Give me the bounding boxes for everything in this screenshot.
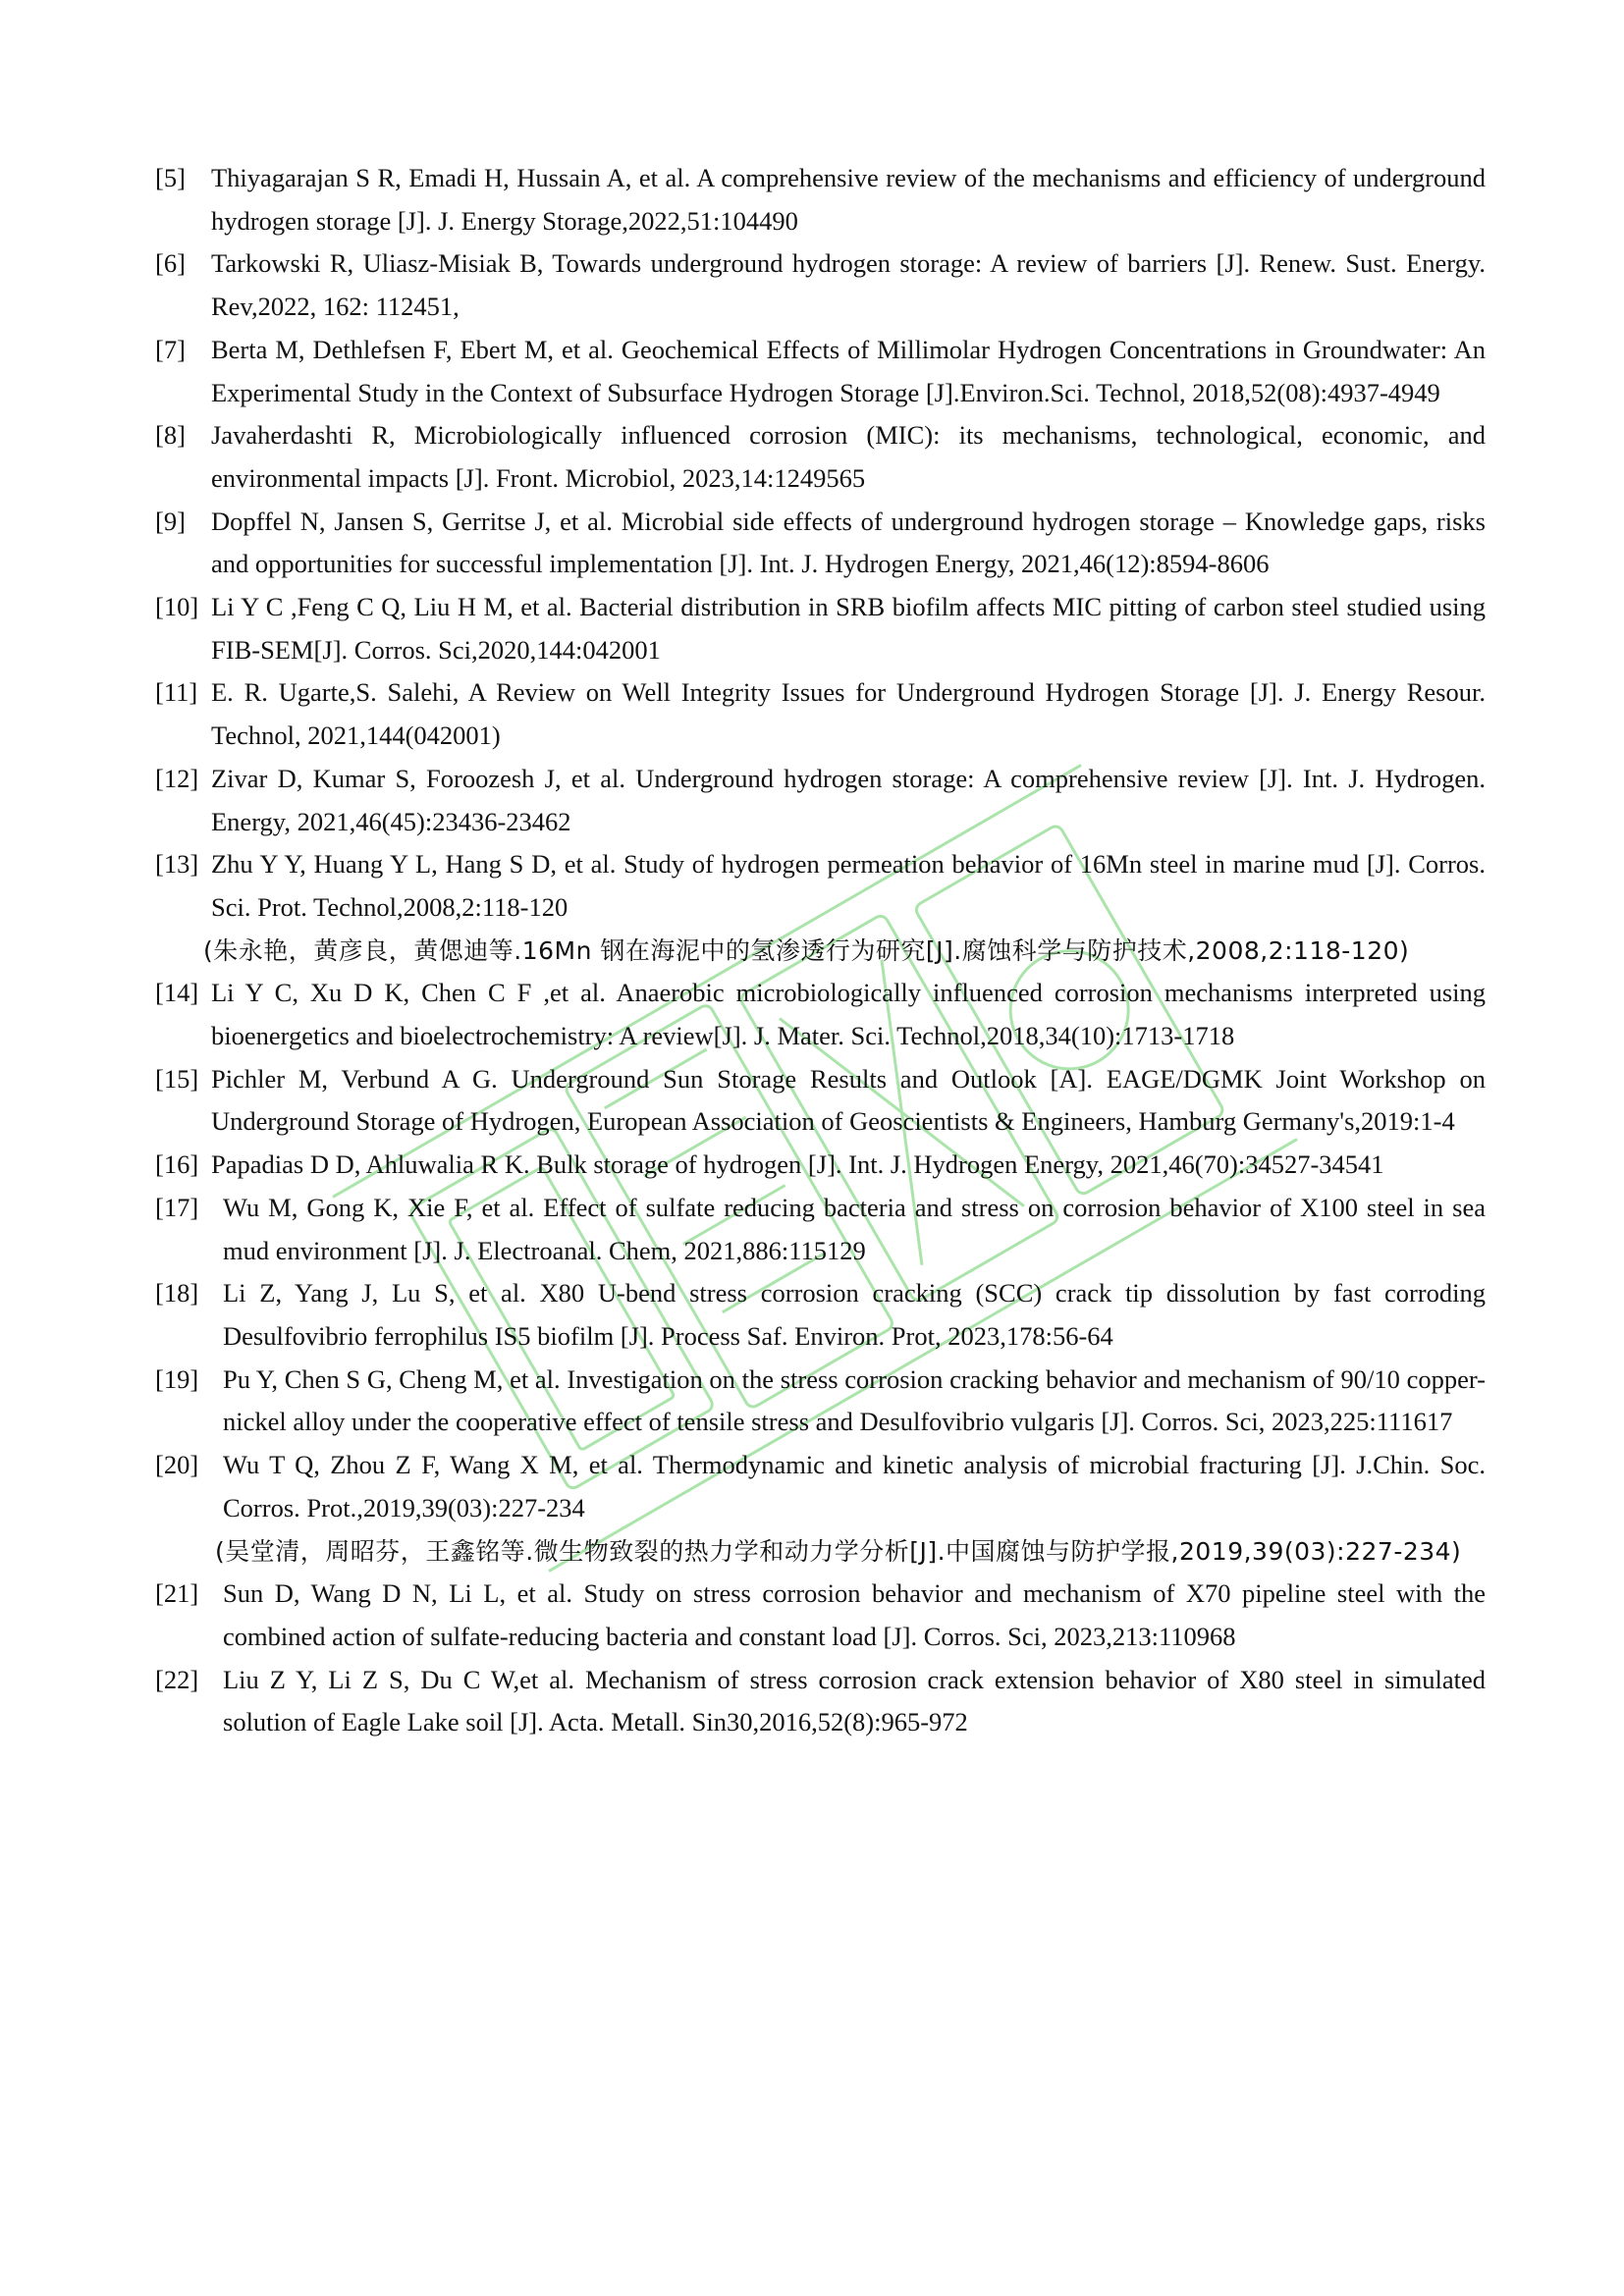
reference-number: [8] (155, 420, 186, 451)
reference-item (155, 671, 1486, 757)
reference-item (155, 758, 1486, 843)
reference-text: Pu Y, Chen S G, Cheng M, et al. Investigation on the stress corrosion cracking behavior and mechanism of 90/10 copper-nickel alloy under the cooperative effect of tensile stress and Desulfovibrio vulgaris [J]. Corros. Sci, 2023,225:111617 (223, 1363, 1486, 1437)
reference-item (155, 1359, 1486, 1444)
reference-item (155, 843, 1486, 972)
reference-text: E. R. Ugarte,S. Salehi, A Review on Well Integrity Issues for Underground Hydrogen Storage [J]. J. Energy Resour. Technol, 2021,144(042001) (211, 677, 1486, 751)
reference-text: Zhu Y Y, Huang Y L, Hang S D, et al. Study of hydrogen permeation behavior of 16Mn steel in marine mud [J]. Corros. Sci. Prot. Technol,2008,2:118-120 (211, 849, 1486, 922)
reference-text: Liu Z Y, Li Z S, Du C W,et al. Mechanism of stress corrosion crack extension behavior of X80 steel in simulated solution of Eagle Lake soil [J]. Acta. Metall. Sin30,2016,52(8):965-972 (223, 1664, 1486, 1737)
reference-text: Papadias D D, Ahluwalia R K. Bulk storage of hydrogen [J]. Int. J. Hydrogen Energy, 2021,46(70):34527-34541 (211, 1149, 1384, 1180)
reference-text: Li Y C, Xu D K, Chen C F ,et al. Anaerobic microbiologically influenced corrosion mechanisms interpreted using bioenergetics and bioelectrochemistry: A review[J]. J. Mater. Sci. Technol,2018,34(10):1713-1718 (211, 978, 1486, 1051)
reference-number: [17] (155, 1192, 199, 1222)
reference-item (155, 1659, 1486, 1744)
reference-item (155, 1444, 1486, 1573)
reference-text: Pichler M, Verbund A G. Underground Sun Storage Results and Outlook [A]. EAGE/DGMK Joint Workshop on Underground Storage of Hydrogen, European Association of Geoscientists & Engineers, Hamburg Germany's,2019:1-4 (211, 1063, 1486, 1137)
reference-number: [20] (155, 1450, 199, 1480)
reference-number: [11] (155, 677, 198, 708)
reference-number: [22] (155, 1664, 199, 1694)
reference-text: Wu M, Gong K, Xie F, et al. Effect of sulfate reducing bacteria and stress on corrosion behavior of X100 steel in sea mud environment [J]. J. Electroanal. Chem, 2021,886:115129 (223, 1192, 1486, 1265)
reference-text: Sun D, Wang D N, Li L, et al. Study on stress corrosion behavior and mechanism of X70 pipeline steel with the combined action of sulfate-reducing bacteria and constant load [J]. Corros. Sci, 2023,213:110968 (223, 1578, 1486, 1651)
reference-chinese-text: (吴堂清，周昭芬，王鑫铭等.微生物致裂的热力学和动力学分析[J].中国腐蚀与防护学报,2019,39(03):227-234) (215, 1536, 1462, 1566)
reference-number: [5] (155, 163, 186, 192)
reference-item (155, 157, 1486, 242)
reference-list (155, 157, 1486, 1744)
reference-text: Wu T Q, Zhou Z F, Wang X M, et al. Thermodynamic and kinetic analysis of microbial fracturing [J]. J.Chin. Soc. Corros. Prot.,2019,39(03):227-234 (223, 1450, 1486, 1522)
reference-number: [6] (155, 248, 186, 279)
reference-item (155, 972, 1486, 1057)
reference-item (155, 1187, 1486, 1272)
reference-number: [16] (155, 1149, 199, 1180)
reference-item (155, 501, 1486, 586)
reference-chinese-text: (朱永艳，黄彦良，黄偲迪等.16Mn 钢在海泥中的氢渗透行为研究[J].腐蚀科学与防护技术,2008,2:118-120) (203, 935, 1410, 965)
reference-number: [18] (155, 1278, 199, 1308)
reference-number: [9] (155, 506, 186, 536)
reference-text: Berta M, Dethlefsen F, Ebert M, et al. Geochemical Effects of Millimolar Hydrogen Concentrations in Groundwater: An Experimental Study in the Context of Subsurface Hydrogen Storage [J].Environ.Sci. Technol, 2018,52(08):4937-4949 (211, 334, 1486, 407)
reference-item (155, 1573, 1486, 1658)
reference-number: [14] (155, 978, 199, 1008)
reference-text: Thiyagarajan S R, Emadi H, Hussain A, et al. A comprehensive review of the mechanisms and efficiency of underground hydrogen storage [J]. J. Energy Storage,2022,51:104490 (211, 163, 1486, 236)
reference-number: [10] (155, 592, 199, 622)
reference-item (155, 329, 1486, 414)
reference-item (155, 586, 1486, 671)
reference-number: [15] (155, 1063, 199, 1094)
reference-item (155, 414, 1486, 500)
reference-text: Tarkowski R, Uliasz-Misiak B, Towards underground hydrogen storage: A review of barriers [J]. Renew. Sust. Energy. Rev,2022, 162: 112451, (211, 248, 1486, 322)
reference-number: [19] (155, 1363, 199, 1394)
reference-item (155, 1144, 1486, 1187)
reference-text: Li Z, Yang J, Lu S, et al. X80 U-bend stress corrosion cracking (SCC) crack tip dissolution by fast corroding Desulfovibrio ferrophilus IS5 biofilm [J]. Process Saf. Environ. Prot, 2023,178:56-64 (223, 1278, 1486, 1351)
reference-item (155, 1058, 1486, 1144)
reference-number: [12] (155, 763, 199, 793)
reference-text: Li Y C ,Feng C Q, Liu H M, et al. Bacterial distribution in SRB biofilm affects MIC pitting of carbon steel studied using FIB-SEM[J]. Corros. Sci,2020,144:042001 (211, 592, 1486, 665)
reference-text: Javaherdashti R, Microbiologically influenced corrosion (MIC): its mechanisms, technological, economic, and environmental impacts [J]. Front. Microbiol, 2023,14:1249565 (211, 420, 1486, 493)
reference-text: Dopffel N, Jansen S, Gerritse J, et al. Microbial side effects of underground hydrogen storage – Knowledge gaps, risks and opportunities for successful implementation [J]. Int. J. Hydrogen Energy, 2021,46(12):8594-8606 (211, 506, 1486, 579)
reference-text: Zivar D, Kumar S, Foroozesh J, et al. Underground hydrogen storage: A comprehensive review [J]. Int. J. Hydrogen. Energy, 2021,46(45):23436-23462 (211, 763, 1486, 836)
reference-item (155, 242, 1486, 328)
reference-number: [13] (155, 849, 199, 880)
reference-item (155, 1272, 1486, 1358)
reference-number: [7] (155, 334, 186, 364)
reference-number: [21] (155, 1578, 199, 1609)
